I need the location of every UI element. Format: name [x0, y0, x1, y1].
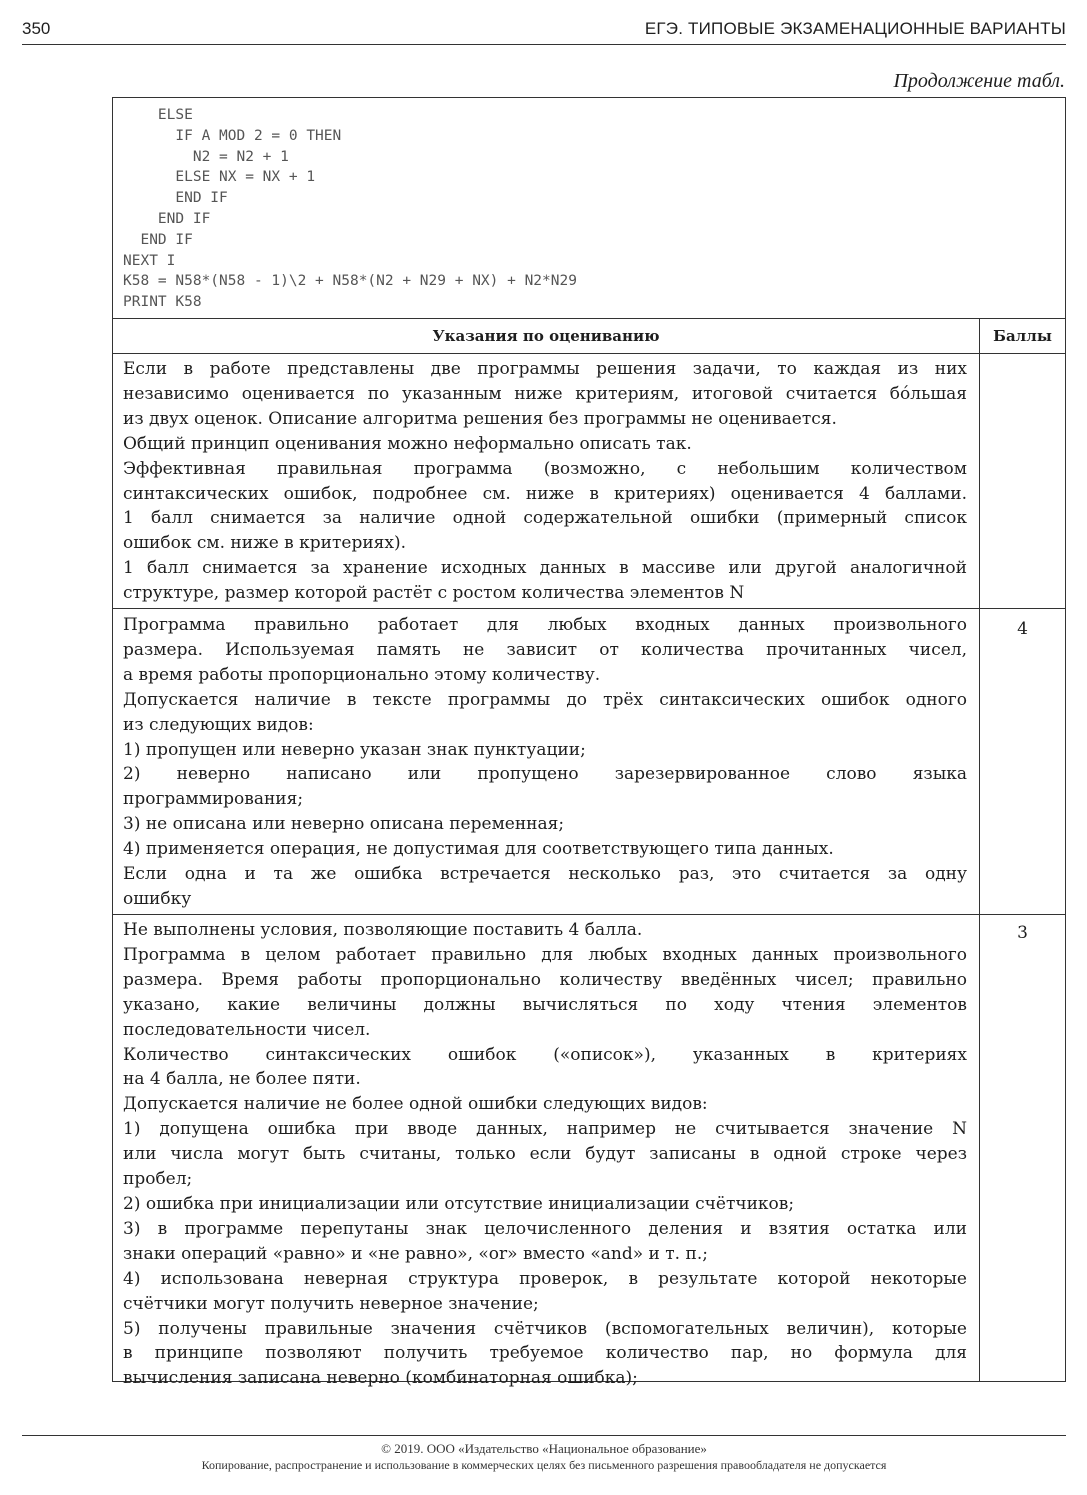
text-line: 1) пропущен или неверно указан знак пунктуации; [123, 739, 586, 760]
book-title: ЕГЭ. ТИПОВЫЕ ЭКЗАМЕНАЦИОННЫЕ ВАРИАНТЫ [644, 19, 1066, 38]
text-line: Программа правильно работает для любых входных данных произвольного [123, 615, 967, 635]
text-line: размера. Используемая память не зависит от количества прочитанных чисел, [123, 639, 967, 660]
text-line: 4) применяется операция, не допустимая для соответствующего типа данных. [123, 839, 834, 860]
code-line: N2 = N2 + 1 [123, 148, 289, 165]
code-line: END IF [123, 210, 211, 227]
text-line: Если одна и та же ошибка встречается несколько раз, это считается за одну [123, 864, 967, 885]
text-line: на 4 балла, не более пяти. [123, 1069, 361, 1090]
text-line: Программа в целом работает правильно для любых входных данных произвольного [123, 944, 967, 965]
text-line: 5) получены правильные значения счётчиков (вспомогательных величин), которые [123, 1318, 967, 1339]
text-line: 2) ошибка при инициализации или отсутствие инициализации счётчиков; [123, 1193, 795, 1214]
code-line: ELSE NX = NX + 1 [123, 169, 316, 186]
text-line: 1) допущена ошибка при вводе данных, например не считывается значение N [123, 1119, 967, 1140]
text-line: Эффективная правильная программа (возможно, с небольшим количеством [123, 458, 967, 479]
page-footer [22, 1435, 1066, 1473]
row-divider [113, 608, 1065, 609]
text-line: Если в работе представлены две программы решения задачи, то каждая из них [123, 359, 967, 379]
code-line: NEXT I [123, 252, 176, 269]
criterion-4-score: 4 [1017, 619, 1028, 639]
text-line: ошибок см. ниже в критериях). [123, 533, 407, 554]
text-line: а время работы пропорционально этому количеству. [123, 664, 601, 685]
text-line: знаки операций «равно» и «не равно», «or» вместо «and» и т. п.; [123, 1243, 708, 1264]
text-line: в принципе позволяют получить требуемое количество пар, но формула для [123, 1343, 967, 1364]
row-divider [113, 318, 1065, 319]
text-line: из двух оценок. Описание алгоритма решения без программы не оценивается. [123, 408, 837, 429]
text-line: вычисления записана неверно (комбинаторная ошибка); [123, 1368, 638, 1389]
text-line: Не выполнены условия, позволяющие поставить 4 балла. [123, 920, 643, 940]
text-line: пробел; [123, 1169, 193, 1190]
text-line: программирования; [123, 789, 304, 810]
text-line: 3) в программе перепутаны знак целочисленного деления и взятия остатка или [123, 1218, 967, 1239]
row-divider [113, 353, 1065, 354]
text-line: 2) неверно написано или пропущено зарезервированное слово языка [123, 764, 967, 785]
text-line: 1 балл снимается за наличие одной содержательной ошибки (примерный список [123, 508, 967, 529]
text-line: последовательности чисел. [123, 1019, 371, 1040]
code-line: K58 = N58*(N58 - 1)\2 + N58*(N2 + N29 + NX) + N2*N29 [123, 273, 577, 290]
text-line: 4) использована неверная структура проверок, в результате которой некоторые [123, 1268, 967, 1289]
code-line: END IF [123, 190, 228, 207]
text-line: счётчики могут получить неверное значение; [123, 1293, 539, 1314]
text-line: структуре, размер которой растёт с ростом количества элементов N [123, 583, 745, 604]
text-line: Общий принцип оценивания можно неформально описать так. [123, 433, 692, 454]
text-line: размера. Время работы пропорционально количеству введённых чисел; правильно [123, 969, 967, 990]
text-line: или числа могут быть считаны, только если будут записаны в одной строке через [123, 1144, 967, 1165]
code-listing [123, 105, 577, 313]
code-line: ELSE [123, 107, 193, 123]
criteria-column-header: Указания по оцениванию [432, 327, 660, 345]
rights-notice: Копирование, распространение и использование в коммерческих целях без письменного разрешения правообладателя не допускается [201, 1458, 887, 1472]
page-header [22, 18, 1066, 45]
text-line: Допускается наличие в тексте программы до трёх синтаксических ошибок одного [123, 689, 967, 710]
criterion-3-text [123, 918, 967, 1391]
score-column-header: Баллы [993, 327, 1052, 345]
intro-criteria-text [123, 357, 967, 606]
text-line: Количество синтаксических ошибок («описок»), указанных в критериях [123, 1044, 967, 1065]
text-line: из следующих видов: [123, 714, 314, 735]
text-line: независимо оценивается по указанным ниже критериям, итоговой считается бóльшая [123, 383, 967, 404]
copyright-notice: © 2019. ООО «Издательство «Национальное образование» [381, 1441, 707, 1456]
text-line: Допускается наличие не более одной ошибки следующих видов: [123, 1094, 708, 1115]
column-divider [979, 318, 980, 1381]
code-line: END IF [123, 231, 193, 248]
text-line: синтаксических ошибок, подробнее см. ниже в критериях) оценивается 4 баллами. [123, 483, 967, 504]
text-line: 3) не описана или неверно описана переменная; [123, 814, 565, 835]
row-divider [113, 914, 1065, 915]
page-number: 350 [22, 19, 51, 38]
grading-table [112, 97, 1066, 1389]
table-continuation-label: Продолжение табл. [893, 70, 1065, 92]
text-line: указано, какие величины должны вычисляться по ходу чтения элементов [123, 994, 967, 1015]
code-line: PRINT K58 [123, 294, 202, 311]
text-line: ошибку [123, 888, 192, 909]
criterion-4-text [123, 613, 967, 912]
text-line: 1 балл снимается за хранение исходных данных в массиве или другой аналогичной [123, 558, 967, 579]
code-line: IF A MOD 2 = 0 THEN [123, 127, 342, 144]
criterion-3-score: 3 [1017, 923, 1028, 943]
